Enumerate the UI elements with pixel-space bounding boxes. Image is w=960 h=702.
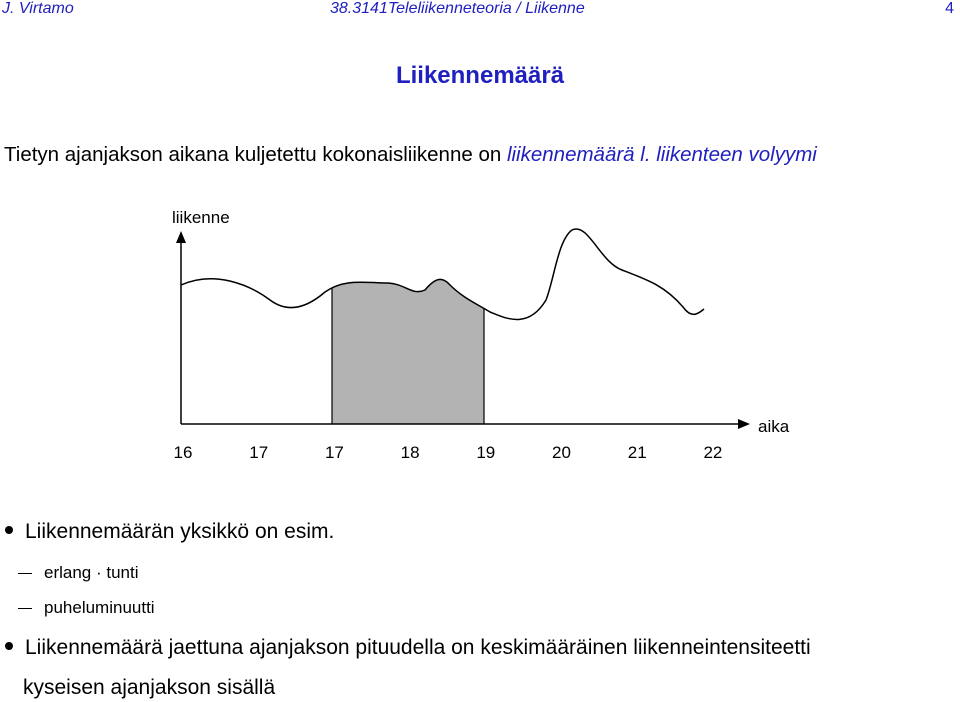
sub-bullet-2-text: puheluminuutti [44,598,155,617]
intro-term: liikennemäärä l. liikenteen volyymi [506,143,817,166]
header-course: 38.3141Teleliikenneteoria / Liikenne [330,0,585,17]
x-tick-label: 19 [476,443,496,462]
header-author: J. Virtamo [2,0,74,17]
x-axis-label: aika [758,417,790,436]
bullet-1 [5,520,334,544]
x-axis-arrowhead [738,419,750,429]
bullet-dot [5,526,13,534]
sub-bullet-1-text: erlang · tunti [44,563,139,582]
x-tick-label: 16 [173,443,193,462]
bullet-2-continuation: kyseisen ajanjakson sisällä [23,676,276,699]
x-tick-label: 21 [627,443,647,462]
slide-title: Liikennemäärä [395,62,565,89]
bullet-2 [5,636,811,660]
bullet-dot [5,642,13,650]
y-axis-arrowhead [176,231,186,243]
x-tick-labels [174,443,723,462]
x-tick-label: 20 [552,443,571,462]
shaded-traffic-volume-area [181,279,490,424]
x-tick-label: 18 [400,443,420,462]
x-tick-label: 17 [249,443,269,462]
sub-bullet-2 [18,598,155,618]
intro-lead: Tietyn ajanjakson aikana kuljetettu kokonaisliikenne on [4,143,507,166]
sub-bullet-dash [18,573,32,575]
bullet-2-text: Liikennemäärä jaettuna ajanjakson pituudella on keskimääräinen liikenneintensiteetti [25,636,811,659]
x-tick-label: 22 [703,443,723,462]
y-axis-label: liikenne [172,208,230,227]
x-tick-label: 17 [324,443,344,462]
sub-bullet-dash [18,608,32,610]
sub-bullet-1 [18,563,139,583]
bullet-1-text: Liikennemäärän yksikkö on esim. [25,520,335,543]
header-page-number: 4 [945,0,954,17]
